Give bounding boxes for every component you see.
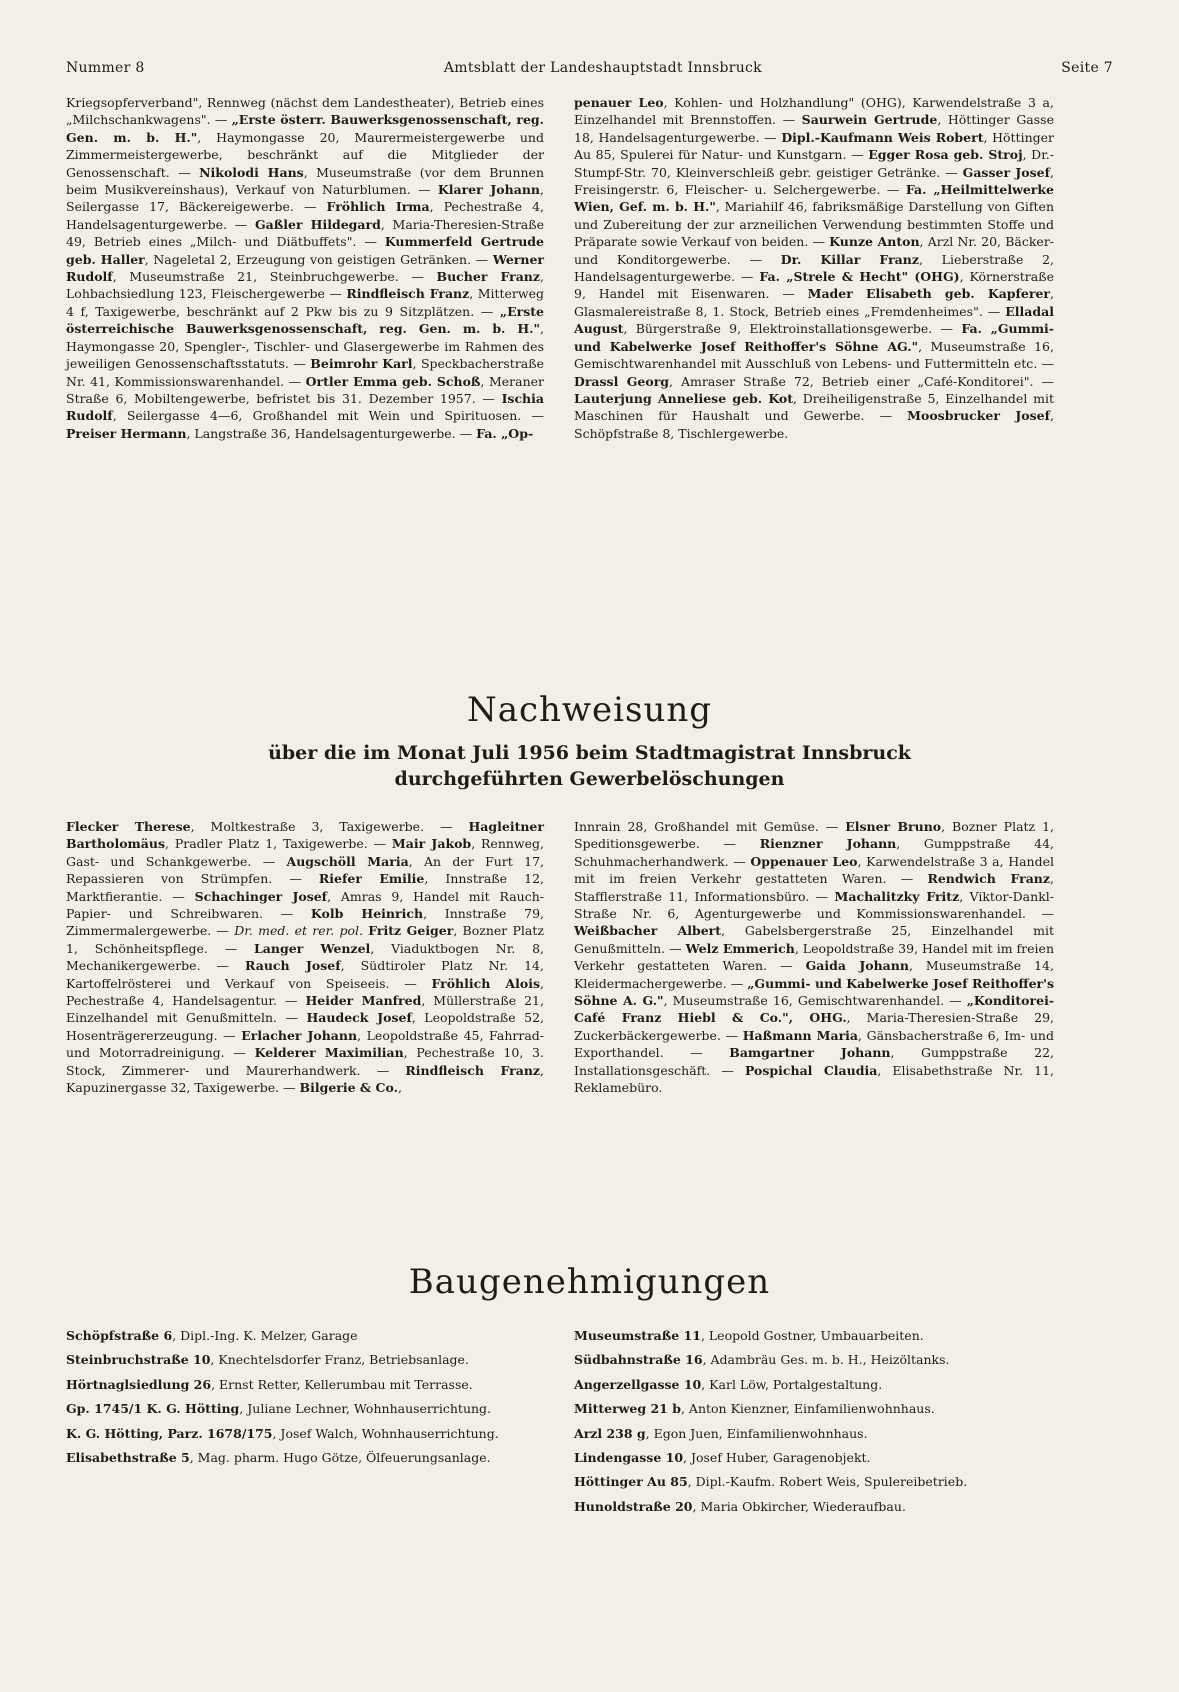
permit-address: Angerzellgasse 10 xyxy=(574,1376,702,1392)
page-number: Seite 7 xyxy=(1061,60,1113,76)
permit-details: , Ernst Retter, Kellerumbau mit Terrasse. xyxy=(211,1376,473,1392)
permit-details: , Adambräu Ges. m. b. H., Heizöltanks. xyxy=(702,1352,950,1368)
permit-details: , Knechtelsdorfer Franz, Betriebsanlage. xyxy=(210,1352,469,1368)
permit-address: Höttinger Au 85 xyxy=(574,1474,688,1490)
permit-details: , Anton Kienzner, Einfamilienwohnhaus. xyxy=(680,1401,935,1417)
permit-entry xyxy=(574,1376,1054,1393)
permit-details: , Leopold Gostner, Umbauarbeiten. xyxy=(700,1328,924,1343)
permit-entry xyxy=(66,1376,544,1393)
nachweisung-heading: Nachweisung xyxy=(466,690,713,730)
deletions-text-right: Innrain 28, Großhandel mit Gemüse. — Elsner Bruno, Bozner Platz 1, Speditionsgewerbe. — Rienzner Johann, Gumppstraße 44, Schuhmacherhandwerk. — Oppenauer Leo, Karwendelstraße 3 a, Handel mit im freien Verkehr gestatteten Waren. — Rendwich Franz, Stafflerstraße 11, Informationsbüro. — Machalitzky Fritz, Viktor-Dankl-Straße Nr. 6, Agenturgewerbe und Kommissionswarenhandel. — Weißbacher Albert, Gabelsbergerstraße 25, Einzelhandel mit Genußmitteln. — Welz Emmerich, Leopoldstraße 39, Handel mit im freien Verkehr gestatteten Waren. — Gaida Johann, Museumstraße 14, Kleidermachergewerbe. — „Gummi- und Kabelwerke Josef Reithoffer's Söhne A. G.", Museumstraße 16, Gemischtwarenhandel. — „Konditorei-Café Franz Hiebl & Co.", OHG., Maria-Theresien-Straße 29, Zuckerbäckergewerbe. — Haßmann Maria, Gänsbacherstraße 6, Im- und Exporthandel. — Bamgartner Johann, Gumppstraße 22, Installationsgeschäft. — Pospichal Claudia, Elisabethstraße Nr. 11, Reklamebüro. xyxy=(574,819,1055,1096)
permit-address: Schöpfstraße 6 xyxy=(66,1328,173,1343)
permit-address: Hörtnaglsiedlung 26 xyxy=(66,1376,212,1392)
permit-details: , Dipl.-Kaufm. Robert Weis, Spulereibetrieb. xyxy=(687,1474,968,1490)
permit-address: Steinbruchstraße 10 xyxy=(66,1352,211,1368)
permit-address: Mitterweg 21 b xyxy=(574,1401,681,1417)
permit-details: , Karl Löw, Portalgestaltung. xyxy=(701,1376,883,1392)
permit-address: Gp. 1745/1 K. G. Hötting xyxy=(66,1401,240,1417)
nachweisung-subtitle-1: über die im Monat Juli 1956 beim Stadtmagistrat Innsbruck xyxy=(268,742,911,764)
registrations-column-left xyxy=(66,94,544,442)
permit-address: Arzl 238 g xyxy=(574,1425,646,1441)
nachweisung-subtitle-2: durchgeführten Gewerbelöschungen xyxy=(394,768,785,790)
permit-address: Lindengasse 10 xyxy=(574,1450,684,1466)
page-header xyxy=(66,60,1113,76)
permit-details: , Juliane Lechner, Wohnhauserrichtung. xyxy=(239,1401,492,1417)
permit-address: Südbahnstraße 16 xyxy=(574,1352,703,1368)
permit-address: Museumstraße 11 xyxy=(574,1328,701,1343)
registrations-column-right xyxy=(574,94,1054,442)
permit-entry xyxy=(574,1351,1054,1368)
permit-entry xyxy=(66,1327,544,1344)
permit-details: , Egon Juen, Einfamilienwohnhaus. xyxy=(645,1425,868,1441)
registrations-text-right: penauer Leo, Kohlen- und Holzhandlung" (OHG), Karwendelstraße 3 a, Einzelhandel mit Brennstoffen. — Saurwein Gertrude, Höttinger Gasse 18, Handelsagenturgewerbe. — Dipl.-Kaufmann Weis Robert, Höttinger Au 85, Spulerei für Natur- und Kunstgarn. — Egger Rosa geb. Stroj, Dr.-Stumpf-Str. 70, Kleinverschleiß gebr. geistiger Getränke. — Gasser Josef, Freisingerstr. 6, Fleischer- u. Selchergewerbe. — Fa. „Heilmittelwerke Wien, Gef. m. b. H.", Mariahilf 46, fabriksmäßige Darstellung von Giften und Zubereitung der zur arzneilichen Verwendung bestimmten Stoffe und Präparate sowie Verkauf von beiden. — Kunze Anton, Arzl Nr. 20, Bäcker- und Konditorgewerbe. — Dr. Killar Franz, Lieberstraße 2, Handelsagenturgewerbe. — Fa. „Strele & Hecht" (OHG), Körnerstraße 9, Handel mit Eisenwaren. — Mader Elisabeth geb. Kapferer, Glasmalereistraße 8, 1. Stock, Betrieb eines „Fremdenheimes". — Elladal August, Bürgerstraße 9, Elektroinstallationsgewerbe. — Fa. „Gummi- und Kabelwerke Josef Reithoffer's Söhne AG.", Museumstraße 16, Gemischtwarenhandel mit Ausschluß von Lebens- und Futtermitteln etc. — Drassl Georg, Amraser Straße 72, Betrieb einer „Café-Konditorei". — Lauterjung Anneliese geb. Kot, Dreiheiligenstraße 5, Einzelhandel mit Maschinen für Haushalt und Gewerbe. — Moosbrucker Josef, Schöpfstraße 8, Tischlergewerbe. xyxy=(574,95,1055,441)
building-permits-left xyxy=(66,1327,544,1473)
permit-entry xyxy=(66,1400,544,1417)
permit-address: Hunoldstraße 20 xyxy=(574,1498,693,1514)
issue-number: Nummer 8 xyxy=(66,60,145,76)
publication-title: Amtsblatt der Landeshauptstadt Innsbruck xyxy=(443,60,762,76)
permit-address: Elisabethstraße 5 xyxy=(66,1450,190,1466)
permit-entry xyxy=(66,1351,544,1368)
building-permits-right xyxy=(574,1327,1054,1522)
registrations-text-left: Kriegsopferverband", Rennweg (nächst dem Landestheater), Betrieb eines „Milchschankwagens". — „Erste österr. Bauwerksgenossenschaft, reg. Gen. m. b. H.", Haymongasse 20, Maurermeistergewerbe und Zimmermeistergewerbe, beschränkt auf die Mitglieder der Genossenschaft. — Nikolodi Hans, Museumstraße (vor dem Brunnen beim Musikvereinshaus), Verkauf von Naturblumen. — Klarer Johann, Seilergasse 17, Bäckereigewerbe. — Fröhlich Irma, Pechestraße 4, Handelsagenturgewerbe. — Gaßler Hildegard, Maria-Theresien-Straße 49, Betrieb eines „Milch- und Diätbuffets". — Kummerfeld Gertrude geb. Haller, Nageletal 2, Erzeugung von geistigen Getränken. — Werner Rudolf, Museumstraße 21, Steinbruchgewerbe. — Bucher Franz, Lohbachsiedlung 123, Fleischergewerbe — Rindfleisch Franz, Mitterweg 4 f, Taxigewerbe, beschränkt auf 2 Pkw bis zu 9 Sitzplätzen. — „Erste österreichische Bauwerksgenossenschaft, reg. Gen. m. b. H.", Haymongasse 20, Spengler-, Tischler- und Glasergewerbe im Rahmen des jeweiligen Genossenschaftsstatuts. — Beimrohr Karl, Speckbacherstraße Nr. 41, Kommissionswarenhandel. — Ortler Emma geb. Schoß, Meraner Straße 6, Mobiltengewerbe, befristet bis 31. Dezember 1957. — Ischia Rudolf, Seilergasse 4—6, Großhandel mit Wein und Spirituosen. — Preiser Hermann, Langstraße 36, Handelsagenturgewerbe. — Fa. „Op- xyxy=(66,95,545,441)
permit-details: , Josef Walch, Wohnhauserrichtung. xyxy=(272,1425,499,1441)
permit-entry xyxy=(574,1425,1054,1442)
permit-entry xyxy=(66,1449,544,1466)
deletions-column-right xyxy=(574,818,1054,1097)
baugenehmigungen-heading: Baugenehmigungen xyxy=(408,1262,771,1302)
permit-entry xyxy=(66,1425,544,1442)
permit-details: , Dipl.-Ing. K. Melzer, Garage xyxy=(172,1328,358,1343)
permit-entry xyxy=(574,1473,1054,1490)
permit-details: , Mag. pharm. Hugo Götze, Ölfeuerungsanlage. xyxy=(189,1450,491,1466)
permit-entry xyxy=(574,1498,1054,1515)
deletions-text-left: Flecker Therese, Moltkestraße 3, Taxigewerbe. — Hagleitner Bartholomäus, Pradler Platz 1, Taxigewerbe. — Mair Jakob, Rennweg, Gast- und Schankgewerbe. — Augschöll Maria, An der Furt 17, Repassieren von Strümpfen. — Riefer Emilie, Innstraße 12, Marktfierantie. — Schachinger Josef, Amras 9, Handel mit Rauch- Papier- und Schreibwaren. — Kolb Heinrich, Innstraße 79, Zimmermalergewerbe. — Dr. med. et rer. pol. Fritz Geiger, Bozner Platz 1, Schönheitspflege. — Langer Wenzel, Viaduktbogen Nr. 8, Mechanikergewerbe. — Rauch Josef, Südtiroler Platz Nr. 14, Kartoffelrösterei und Verkauf von Speiseeis. — Fröhlich Alois, Pechestraße 4, Handelsagentur. — Heider Manfred, Müllerstraße 21, Einzelhandel mit Genußmitteln. — Haudeck Josef, Leopoldstraße 52, Hosenträgererzeugung. — Erlacher Johann, Leopoldstraße 45, Fahrrad- und Motorradreinigung. — Kelderer Maximilian, Pechestraße 10, 3. Stock, Zimmerer- und Maurerhandwerk. — Rindfleisch Franz, Kapuzinergasse 32, Taxigewerbe. — Bilgerie & Co., xyxy=(66,819,545,1096)
deletions-column-left xyxy=(66,818,544,1097)
permit-address: K. G. Hötting, Parz. 1678/175 xyxy=(66,1425,273,1441)
permit-entry xyxy=(574,1449,1054,1466)
permit-details: , Josef Huber, Garagenobjekt. xyxy=(683,1450,871,1466)
permit-entry xyxy=(574,1327,1054,1344)
permit-details: , Maria Obkircher, Wiederaufbau. xyxy=(692,1498,906,1514)
permit-entry xyxy=(574,1400,1054,1417)
